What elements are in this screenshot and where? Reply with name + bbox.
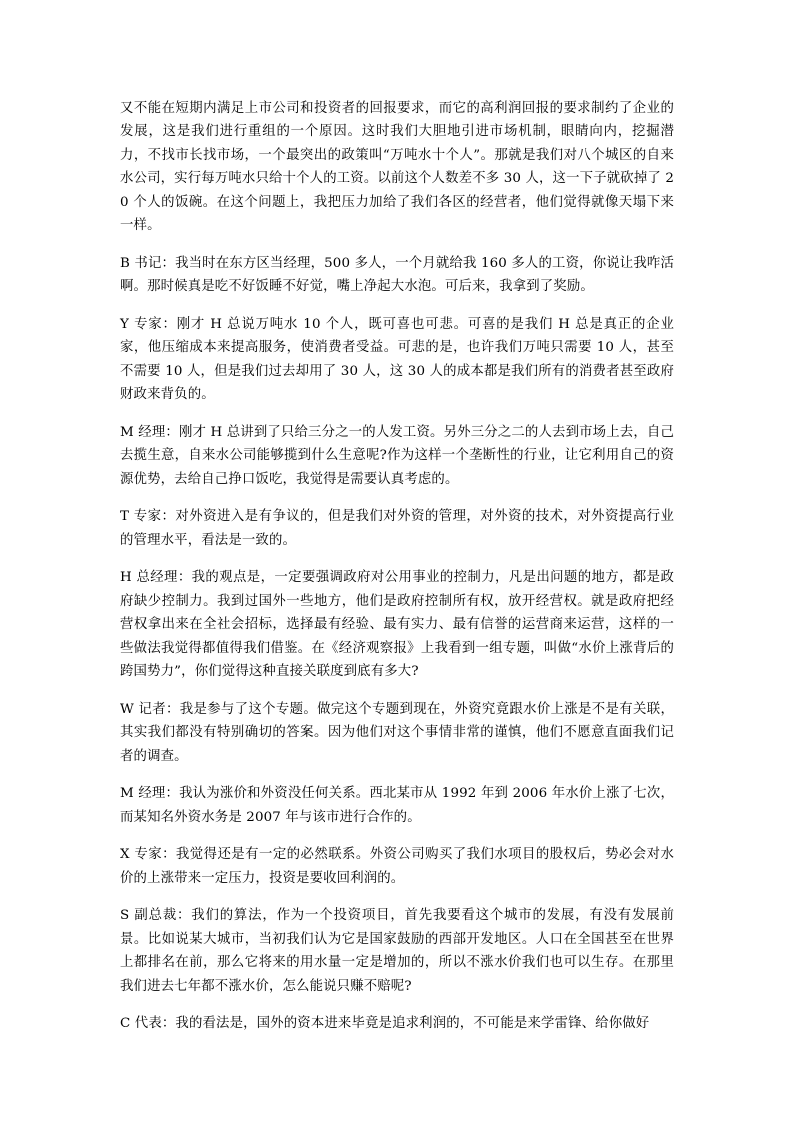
paragraph-h-general-manager: H 总经理：我的观点是，一定要强调政府对公用事业的控制力，凡是出问题的地方，都是政府缺少控制力。我到过国外一些地方，他们是政府控制所有权，放开经营权。就是政府把经营权拿出来在全社会招标，选择最有经验、最有实力、最有信誉的运营商来运营，这样的一些做法我觉得都值得我们借鉴。在《经济观察报》上我看到一组专题，叫做“水价上涨背后的跨国势力”，你们觉得这种直接关联度到底有多大? — [120, 570, 674, 680]
paragraph-intro: 又不能在短期内满足上市公司和投资者的回报要求，而它的高利润回报的要求制约了企业的发展，这是我们进行重组的一个原因。这时我们大胆地引进市场机制，眼睛向内，挖掘潜力，不找市长找市场，一个最突出的政策叫“万吨水十个人”。那就是我们对八个城区的自来水公司，实行每万吨水只给十个人的工资。以前这个人数差不多 30 人，这一下子就砍掉了 20 个人的饭碗。在这个问题上，我把压力加给了我们各区的经营者，他们觉得就像天塌下来一样。 — [120, 101, 674, 234]
paragraph-t-expert: T 专家：对外资进入是有争议的，但是我们对外资的管理，对外资的技术，对外资提高行业的管理水平，看法是一致的。 — [120, 509, 674, 548]
paragraph-m-manager: M 经理：刚才 H 总讲到了只给三分之一的人发工资。另外三分之二的人去到市场上去，自己去揽生意，自来水公司能够揽到什么生意呢?作为这样一个垄断性的行业，让它利用自己的资源优势，去给自己挣口饭吃，我觉得是需要认真考虑的。 — [120, 424, 674, 487]
paragraph-c-representative: C 代表：我的看法是，国外的资本进来毕竟是追求利润的，不可能是来学雷锋、给你做好 — [120, 1016, 650, 1032]
paragraph-w-reporter: W 记者：我是参与了这个专题。做完这个专题到现在，外资究竟跟水价上涨是不是有关联，其实我们都没有特别确切的答案。因为他们对这个事情非常的谨慎，他们不愿意直面我们记者的调查。 — [120, 701, 674, 764]
paragraph-x-expert: X 专家：我觉得还是有一定的必然联系。外资公司购买了我们水项目的股权后，势必会对水价的上涨带来一定压力，投资是要收回利润的。 — [120, 847, 674, 886]
document-body — [120, 97, 674, 1050]
paragraph-s-vice-president: S 副总裁：我们的算法，作为一个投资项目，首先我要看这个城市的发展，有没有发展前景。比如说某大城市，当初我们认为它是国家鼓励的西部开发地区。人口在全国甚至在世界上都排名在前，那么它将来的用水量一定是增加的，所以不涨水价我们也可以生存。在那里我们进去七年都不涨水价，怎么能说只赚不赔呢? — [120, 908, 674, 994]
paragraph-b-secretary: B 书记：我当时在东方区当经理，500 多人，一个月就给我 160 多人的工资，你说让我咋活啊。那时候真是吃不好饭睡不好觉，嘴上净起大水泡。可后来，我拿到了奖励。 — [120, 255, 674, 295]
paragraph-m-manager-2: M 经理：我认为涨价和外资没任何关系。西北某市从 1992 年到 2006 年水价上涨了七次，而某知名外资水务是 2007 年与该市进行合作的。 — [120, 786, 674, 825]
paragraph-y-expert: Y 专家：刚才 H 总说万吨水 10 个人，既可喜也可悲。可喜的是我们 H 总是真正的企业家，他压缩成本来提高服务，使消费者受益。可悲的是，也许我们万吨只需要 10 人，甚至不需要 10 人，但是我们过去却用了 30 人，这 30 人的成本都是我们所有的消费者甚至政府财政来背负的。 — [120, 316, 674, 403]
